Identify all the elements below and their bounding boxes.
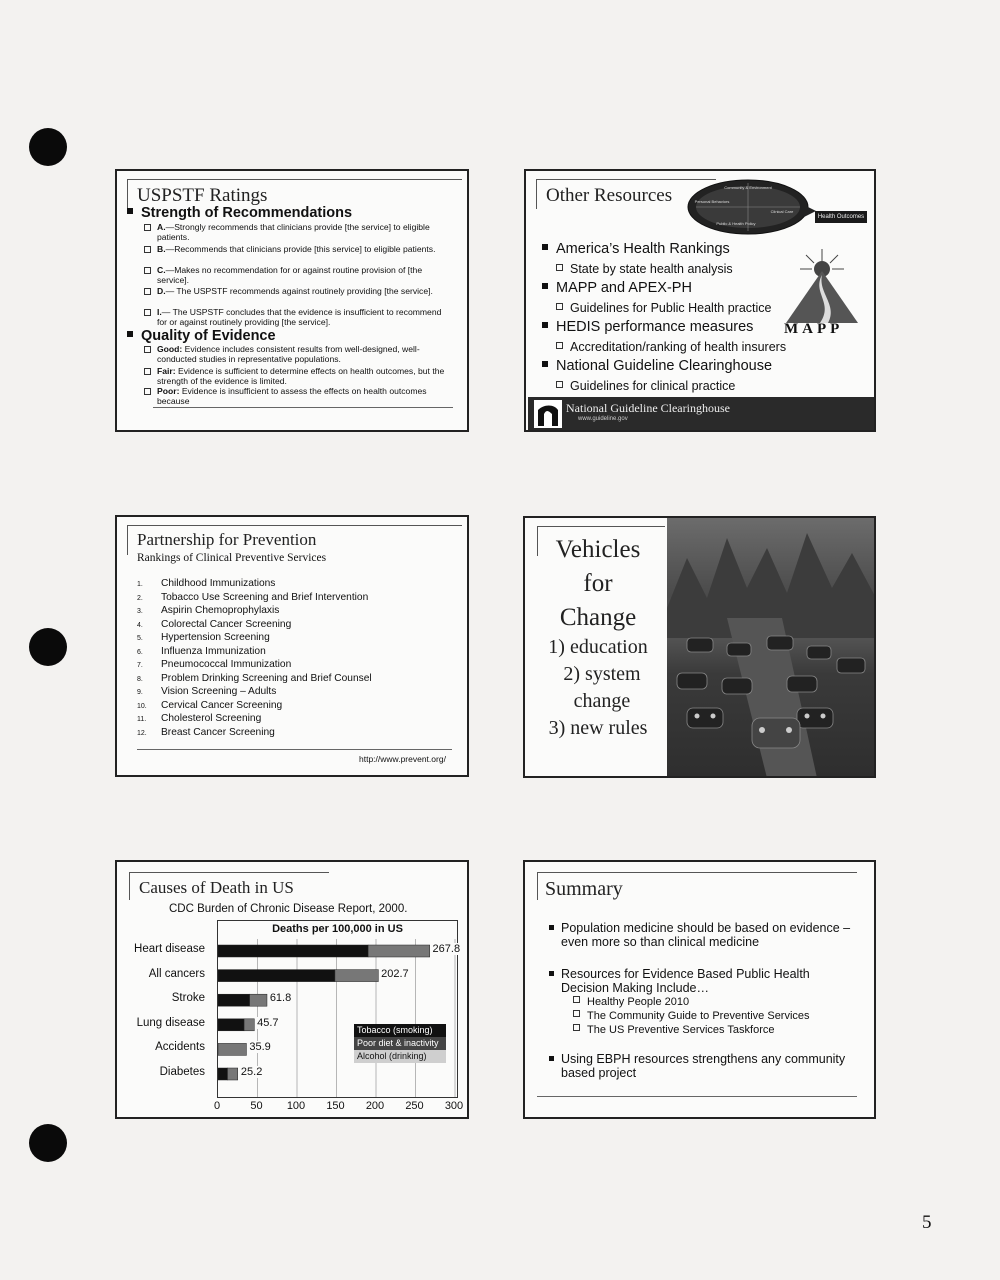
bar-segment-0 bbox=[218, 994, 250, 1006]
bar-segment-1 bbox=[335, 970, 378, 982]
bar-segment-1 bbox=[227, 1068, 237, 1080]
quality-key: Poor: bbox=[157, 386, 180, 396]
chart-title: Deaths per 100,000 in US bbox=[272, 923, 403, 935]
resource-item bbox=[542, 241, 730, 257]
mapp-pyramid-icon bbox=[782, 245, 862, 325]
summary-subitem-2: The Community Guide to Preventive Services bbox=[573, 1010, 810, 1022]
ranking-label: Influenza Immunization bbox=[161, 645, 266, 657]
summary-subitem-1: Healthy People 2010 bbox=[573, 996, 689, 1008]
legend-diet: Poor diet & inactivity bbox=[354, 1037, 446, 1050]
quality-text: Evidence is sufficient to determine effects on health outcomes, but the strength of the evidence is limited. bbox=[157, 366, 445, 386]
mapp-logo: MAPP bbox=[784, 321, 844, 337]
binder-hole-top bbox=[29, 128, 67, 166]
ranking-item bbox=[137, 646, 266, 657]
checkbox-bullet-icon bbox=[573, 1024, 580, 1031]
bullet-icon bbox=[549, 971, 554, 976]
checkbox-bullet-icon bbox=[144, 288, 151, 295]
slide-causes-of-death bbox=[115, 860, 469, 1119]
ranking-number: 9. bbox=[137, 689, 143, 696]
resource-sub-label: Guidelines for clinical practice bbox=[570, 379, 736, 393]
diagram-label-personal: Personal Behaviors bbox=[694, 199, 730, 204]
quality-text: Evidence includes consistent results from well-designed, well-conducted studies in representative populations. bbox=[157, 344, 420, 364]
slide-subtitle: Rankings of Clinical Preventive Services bbox=[137, 552, 327, 564]
ngc-banner-title: National Guideline Clearinghouse bbox=[566, 401, 730, 415]
legend-alcohol: Alcohol (drinking) bbox=[354, 1050, 446, 1063]
checkbox-bullet-icon bbox=[556, 303, 563, 310]
ranking-label: Vision Screening – Adults bbox=[161, 686, 277, 697]
chart-source: CDC Burden of Chronic Disease Report, 2000. bbox=[169, 903, 408, 915]
bar-segment-1 bbox=[250, 994, 267, 1006]
total-value-label: 25.2 bbox=[240, 1066, 263, 1078]
x-tick-label: 250 bbox=[405, 1100, 424, 1112]
category-label: Accidents bbox=[155, 1041, 205, 1054]
resource-subitem bbox=[556, 340, 786, 354]
category-label: All cancers bbox=[148, 967, 205, 980]
x-tick-label: 50 bbox=[250, 1100, 263, 1112]
resource-label: America’s Health Rankings bbox=[556, 241, 730, 257]
vehicles-line: for bbox=[583, 570, 613, 597]
slide-title: Partnership for Prevention bbox=[137, 530, 317, 549]
ranking-label: Breast Cancer Screening bbox=[161, 726, 275, 738]
vehicles-line: 2) system bbox=[563, 663, 641, 685]
total-value-label: 267.8 bbox=[432, 943, 461, 955]
strength-text: — The USPSTF recommends against routinely providing [the service]. bbox=[165, 286, 433, 296]
page-number: 5 bbox=[922, 1212, 932, 1233]
ranking-number: 7. bbox=[137, 662, 143, 669]
health-outcomes-box: Health Outcomes bbox=[815, 211, 867, 223]
resource-sub-label: Accreditation/ranking of health insurers bbox=[570, 340, 787, 354]
ranking-item bbox=[137, 632, 270, 643]
ranking-label: Hypertension Screening bbox=[161, 632, 270, 643]
x-tick-label: 100 bbox=[286, 1100, 306, 1112]
strength-heading: Strength of Recommendations bbox=[127, 205, 352, 221]
category-label: Heart disease bbox=[134, 943, 205, 955]
checkbox-bullet-icon bbox=[144, 224, 151, 231]
checkbox-bullet-icon bbox=[144, 267, 151, 274]
quality-heading: Quality of Evidence bbox=[127, 328, 276, 344]
slide-vehicles-for-change bbox=[523, 516, 876, 778]
ranking-number: 5. bbox=[137, 635, 143, 642]
binder-hole-middle bbox=[29, 628, 67, 666]
binder-hole-bottom bbox=[29, 1124, 67, 1162]
slide-title: USPSTF Ratings bbox=[137, 185, 268, 206]
strength-key: B. bbox=[157, 244, 166, 254]
ranking-label: Colorectal Cancer Screening bbox=[161, 618, 292, 630]
slide-other-resources bbox=[524, 169, 876, 432]
slide-uspstf-ratings bbox=[115, 169, 469, 432]
category-label: Lung disease bbox=[136, 1016, 205, 1029]
resource-item bbox=[542, 280, 692, 296]
vehicles-line: Change bbox=[559, 604, 637, 631]
diagram-label-policy: Public & Health Policy bbox=[716, 221, 756, 226]
quality-item bbox=[157, 345, 447, 364]
vehicles-line: 1) education bbox=[548, 636, 648, 658]
ranking-item bbox=[137, 673, 372, 684]
slide-partnership-for-prevention bbox=[115, 515, 469, 777]
checkbox-bullet-icon bbox=[556, 381, 563, 388]
resource-item bbox=[542, 319, 753, 335]
quality-key: Fair: bbox=[157, 366, 176, 376]
legend-tobacco: Tobacco (smoking) bbox=[354, 1024, 446, 1037]
strength-key: I. bbox=[157, 307, 162, 317]
slide-title: Other Resources bbox=[546, 185, 673, 206]
diagram-label-clinical: Clinical Care bbox=[770, 209, 794, 214]
x-tick-label: 200 bbox=[365, 1100, 385, 1112]
ranking-label: Aspirin Chemoprophylaxis bbox=[161, 605, 280, 616]
summary-bullet-1: Population medicine should be based on evidence – even more so than clinical medicine bbox=[561, 922, 861, 949]
checkbox-bullet-icon bbox=[556, 264, 563, 271]
quality-text: Evidence is insufficient to assess the effects on health outcomes because bbox=[157, 386, 427, 406]
bar-segment-0 bbox=[218, 1019, 244, 1031]
bullet-icon bbox=[127, 331, 133, 337]
vehicles-line: change bbox=[573, 690, 631, 712]
strength-item bbox=[157, 223, 447, 242]
bullet-icon bbox=[542, 361, 548, 367]
strength-item bbox=[157, 287, 447, 297]
ranking-item bbox=[137, 578, 275, 589]
quality-key: Good: bbox=[157, 344, 183, 354]
ranking-number: 1. bbox=[137, 581, 143, 588]
slide-title: Summary bbox=[545, 878, 623, 900]
bullet-icon bbox=[542, 322, 548, 328]
ranking-number: 2. bbox=[137, 594, 143, 602]
summary-bullet-2: Resources for Evidence Based Public Health Decision Making Include… bbox=[561, 968, 861, 995]
resource-sub-label: State by state health analysis bbox=[570, 262, 733, 276]
ngc-logo-icon bbox=[534, 400, 562, 428]
total-value-label: 202.7 bbox=[381, 967, 409, 980]
ranking-number: 6. bbox=[137, 648, 143, 656]
strength-text: —Strongly recommends that clinicians provide [the service] to eligible patients. bbox=[157, 222, 430, 242]
bullet-icon bbox=[549, 925, 554, 930]
bullet-icon bbox=[549, 1056, 554, 1061]
bar-segment-0 bbox=[218, 970, 335, 982]
ranking-number: 11. bbox=[137, 716, 147, 723]
total-value-label: 45.7 bbox=[257, 1016, 279, 1029]
x-tick-label: 300 bbox=[444, 1100, 464, 1112]
strength-item bbox=[157, 266, 447, 285]
bar-segment-0 bbox=[218, 1068, 227, 1080]
resource-item bbox=[542, 358, 772, 374]
strength-key: A. bbox=[157, 222, 166, 232]
checkbox-bullet-icon bbox=[573, 996, 580, 1003]
ranking-label: Cholesterol Screening bbox=[161, 713, 262, 724]
bar-segment-0 bbox=[218, 945, 368, 957]
x-tick-label: 150 bbox=[326, 1100, 345, 1112]
ranking-number: 12. bbox=[137, 729, 147, 737]
checkbox-bullet-icon bbox=[144, 309, 151, 316]
cars-movie-image bbox=[667, 518, 876, 778]
quality-item bbox=[157, 367, 447, 386]
health-rankings-diagram bbox=[676, 175, 876, 237]
resource-label: National Guideline Clearinghouse bbox=[556, 358, 773, 374]
prevent-url: http://www.prevent.org/ bbox=[359, 754, 446, 764]
strength-key: C. bbox=[157, 265, 166, 275]
resource-label: MAPP and APEX-PH bbox=[556, 280, 692, 296]
checkbox-bullet-icon bbox=[144, 368, 151, 375]
category-label: Stroke bbox=[171, 992, 205, 1005]
total-value-label: 61.8 bbox=[269, 992, 292, 1005]
total-value-label: 35.9 bbox=[249, 1041, 271, 1054]
slide-summary bbox=[523, 860, 876, 1119]
category-label: Diabetes bbox=[159, 1066, 205, 1078]
ngc-banner-url: www.guideline.gov bbox=[578, 416, 628, 422]
checkbox-bullet-icon bbox=[573, 1010, 580, 1017]
ranking-item bbox=[137, 686, 276, 697]
strength-item bbox=[157, 308, 447, 327]
ranking-number: 8. bbox=[137, 675, 143, 683]
strength-text: — The USPSTF concludes that the evidence is insufficient to recommend for or against routinely providing [the service]. bbox=[157, 307, 442, 327]
ranking-number: 10. bbox=[137, 702, 147, 710]
x-tick-label: 0 bbox=[213, 1100, 221, 1112]
ranking-number: 4. bbox=[137, 621, 143, 629]
ranking-item bbox=[137, 592, 368, 603]
bullet-icon bbox=[542, 283, 548, 289]
ranking-number: 3. bbox=[137, 608, 143, 615]
ranking-item bbox=[137, 605, 279, 616]
ranking-item bbox=[137, 727, 275, 738]
vehicles-line: 3) new rules bbox=[548, 717, 648, 739]
bar-segment-1 bbox=[218, 1043, 246, 1055]
ranking-label: Problem Drinking Screening and Brief Counsel bbox=[161, 672, 372, 684]
bullet-icon bbox=[542, 244, 548, 250]
ranking-label: Cervical Cancer Screening bbox=[161, 699, 283, 711]
strength-text: —Makes no recommendation for or against routine provision of [the service]. bbox=[157, 265, 423, 285]
bar-segment-1 bbox=[244, 1019, 254, 1031]
slide-title: Causes of Death in US bbox=[139, 878, 294, 897]
ranking-item bbox=[137, 659, 291, 670]
ranking-item bbox=[137, 700, 282, 711]
bullet-icon bbox=[127, 208, 133, 214]
checkbox-bullet-icon bbox=[144, 346, 151, 353]
summary-bullet-3: Using EBPH resources strengthens any community based project bbox=[561, 1053, 861, 1080]
summary-subitem-3: The US Preventive Services Taskforce bbox=[573, 1024, 774, 1036]
resource-subitem bbox=[556, 262, 733, 276]
ngc-banner bbox=[528, 397, 874, 430]
ranking-item bbox=[137, 619, 291, 630]
ranking-item bbox=[137, 713, 261, 724]
strength-item bbox=[157, 245, 447, 255]
ranking-label: Pneumococcal Immunization bbox=[161, 659, 292, 670]
quality-item bbox=[157, 387, 447, 406]
resource-subitem bbox=[556, 379, 735, 393]
resource-subitem bbox=[556, 301, 772, 315]
bar-segment-1 bbox=[368, 945, 430, 957]
resource-label: HEDIS performance measures bbox=[556, 319, 754, 335]
vehicles-line: Vehicles bbox=[555, 536, 641, 563]
strength-key: D. bbox=[157, 286, 166, 296]
ranking-label: Tobacco Use Screening and Brief Intervention bbox=[161, 591, 369, 603]
ranking-label: Childhood Immunizations bbox=[161, 578, 276, 589]
diagram-label-community: Community & Environment bbox=[724, 185, 772, 190]
strength-text: —Recommends that clinicians provide [this service] to eligible patients. bbox=[165, 244, 436, 254]
checkbox-bullet-icon bbox=[144, 388, 151, 395]
resource-sub-label: Guidelines for Public Health practice bbox=[570, 301, 772, 315]
checkbox-bullet-icon bbox=[144, 246, 151, 253]
checkbox-bullet-icon bbox=[556, 342, 563, 349]
